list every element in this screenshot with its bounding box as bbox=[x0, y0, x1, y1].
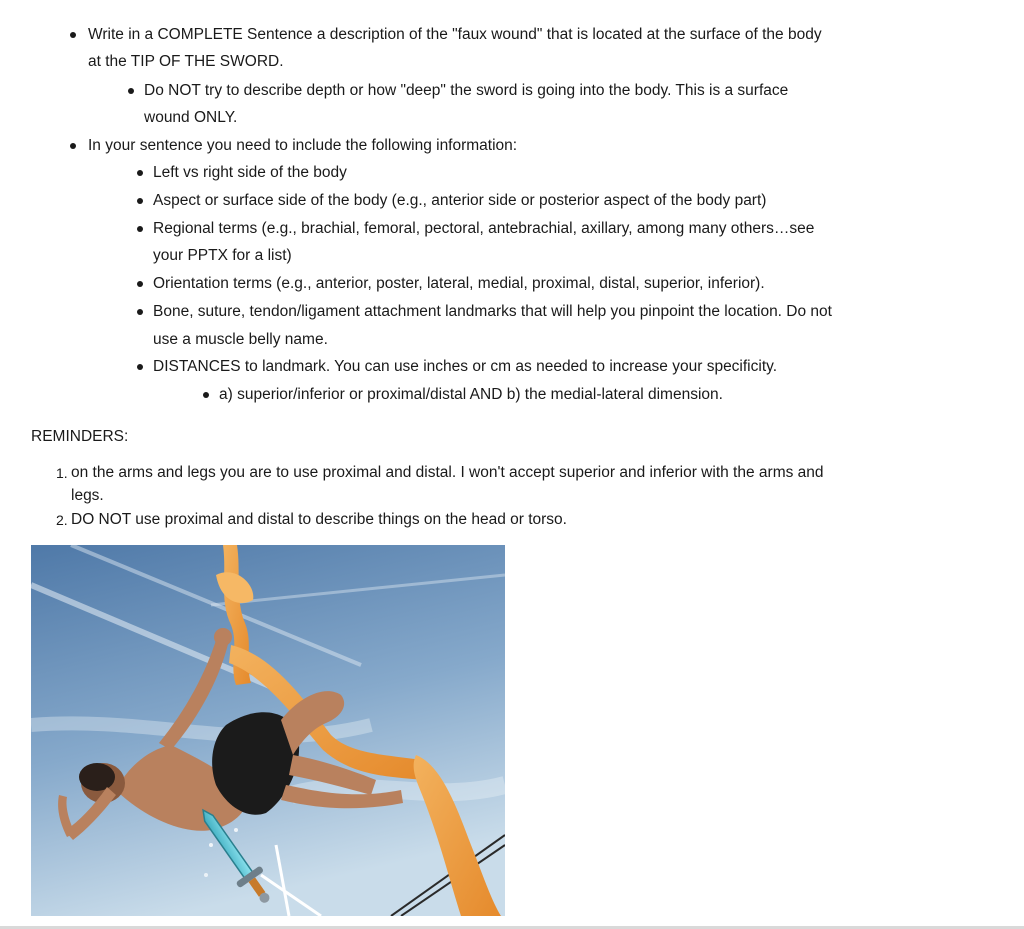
sparkle bbox=[234, 828, 238, 832]
sparkle bbox=[209, 843, 213, 847]
bullet-marker bbox=[137, 309, 143, 315]
bullet-marker bbox=[137, 198, 143, 204]
requirement-aspect: Aspect or surface side of the body (e.g., anterior side or posterior aspect of the body part) bbox=[153, 192, 767, 209]
bullet-marker bbox=[70, 32, 76, 38]
bullet-marker bbox=[137, 364, 143, 370]
reminders-heading: REMINDERS: bbox=[31, 428, 129, 445]
reminder-1-line-1: on the arms and legs you are to use proximal and distal. I won't accept superior and inferior with the arms and bbox=[71, 464, 824, 481]
photo-illustration bbox=[31, 545, 505, 916]
bullet-marker bbox=[128, 88, 134, 94]
requirement-distances: DISTANCES to landmark. You can use inches or cm as needed to increase your specificity. bbox=[153, 358, 778, 375]
requirement-landmarks-line-1: Bone, suture, tendon/ligament attachment landmarks that will help you pinpoint the location. Do not bbox=[153, 303, 832, 320]
reminder-number-1: 1. bbox=[56, 465, 68, 481]
bullet-marker bbox=[70, 143, 76, 149]
requirement-orientation: Orientation terms (e.g., anterior, poster, lateral, medial, proximal, distal, superior, inferior). bbox=[153, 275, 765, 292]
sparkle bbox=[204, 873, 208, 877]
requirement-regional-line-2: your PPTX for a list) bbox=[153, 247, 292, 264]
bullet-marker bbox=[137, 281, 143, 287]
sub-instruction-line-2: wound ONLY. bbox=[144, 109, 238, 126]
instruction-item-1-line-1: Write in a COMPLETE Sentence a description of the "faux wound" that is located at the surface of the body bbox=[88, 26, 822, 43]
reminder-2-line-1: DO NOT use proximal and distal to describe things on the head or torso. bbox=[71, 511, 567, 528]
performer-hand bbox=[214, 628, 232, 646]
bullet-marker bbox=[203, 392, 209, 398]
requirement-distances-sub: a) superior/inferior or proximal/distal AND b) the medial-lateral dimension. bbox=[219, 386, 723, 403]
bullet-marker bbox=[137, 170, 143, 176]
aerial-silks-photo bbox=[31, 545, 505, 916]
requirement-left-right: Left vs right side of the body bbox=[153, 164, 347, 181]
reminder-1-line-2: legs. bbox=[71, 487, 104, 504]
bullet-marker bbox=[137, 226, 143, 232]
instruction-item-1-line-2: at the TIP OF THE SWORD. bbox=[88, 53, 284, 70]
instruction-item-2: In your sentence you need to include the following information: bbox=[88, 137, 518, 154]
requirement-landmarks-line-2: use a muscle belly name. bbox=[153, 331, 328, 348]
sub-instruction-line-1: Do NOT try to describe depth or how "deep" the sword is going into the body. This is a surface bbox=[144, 82, 789, 99]
performer-hair bbox=[79, 763, 115, 791]
reminder-number-2: 2. bbox=[56, 512, 68, 528]
requirement-regional-line-1: Regional terms (e.g., brachial, femoral, pectoral, antebrachial, axillary, among many others…see bbox=[153, 220, 815, 237]
